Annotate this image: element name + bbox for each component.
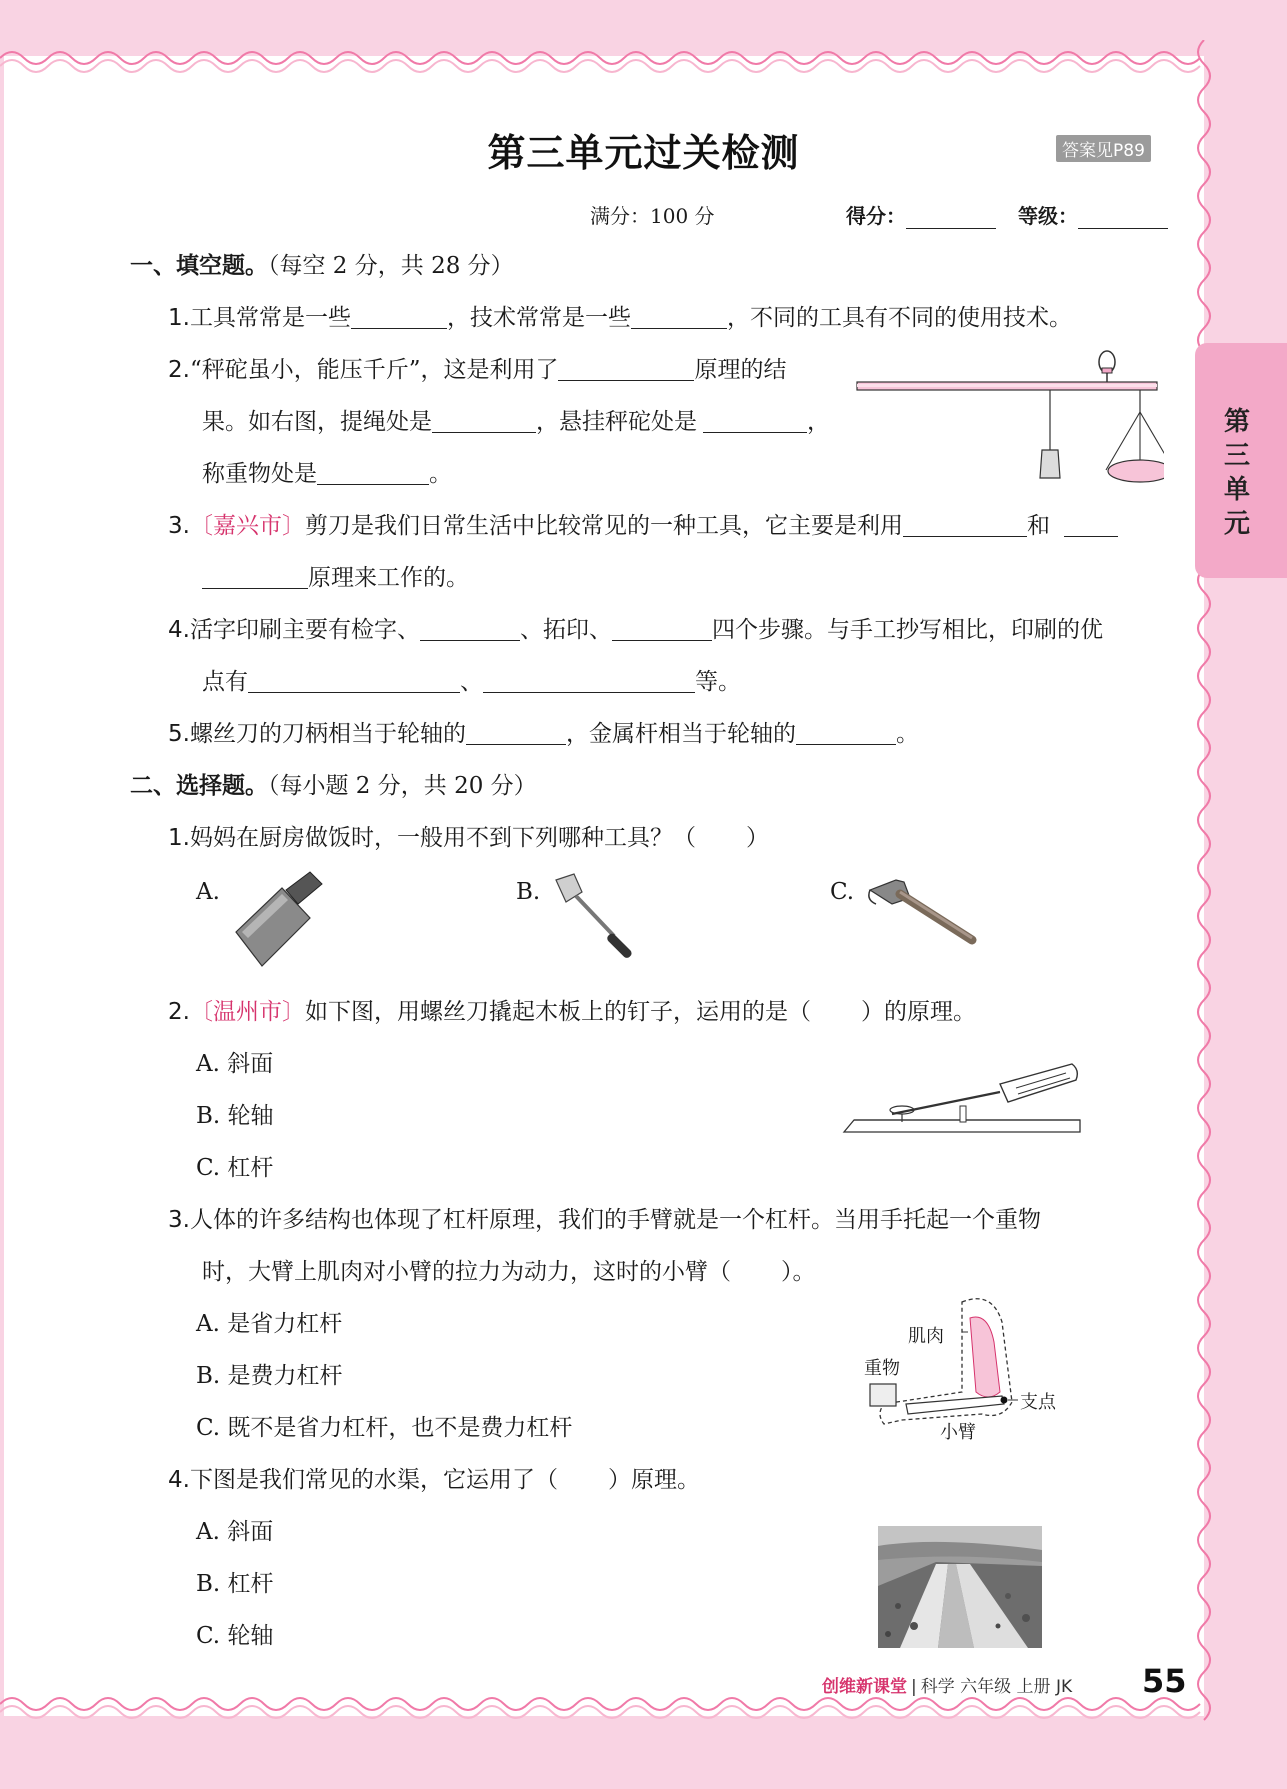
score-blank[interactable] <box>906 208 996 229</box>
question-text: ，金属杆相当于轮轴的 <box>565 721 796 747</box>
footer-book-info: 科学 六年级 上册 JK <box>920 1677 1073 1697</box>
section2-heading <box>130 770 537 802</box>
question-text: 。 <box>895 721 919 747</box>
spatula-image <box>552 872 652 968</box>
answer-blank[interactable] <box>432 406 536 433</box>
page-number: 55 <box>1142 1662 1187 1700</box>
answer-blank[interactable] <box>248 666 460 693</box>
question-text: 果。如右图，提绳处是 <box>202 409 432 435</box>
question-text: 活字印刷主要有检字、 <box>189 617 420 643</box>
question-number: 2. <box>168 357 190 383</box>
s2-q1-option-a[interactable]: A. <box>196 879 220 905</box>
question-text: ）的原理。 <box>860 999 976 1025</box>
s2-q4-option-c[interactable]: C. 轮轴 <box>196 1623 274 1649</box>
question-text: ） <box>745 825 769 851</box>
question-text: 和 <box>1026 513 1050 539</box>
s1-question-5 <box>168 718 919 750</box>
question-number: 3. <box>168 1207 190 1233</box>
s2-q4-option-a[interactable]: A. 斜面 <box>196 1519 274 1545</box>
question-text: 、拓印、 <box>519 617 612 643</box>
question-number: 1. <box>168 825 190 851</box>
section2-title: 二、选择题。 <box>130 773 268 799</box>
label-weight: 重物 <box>864 1358 900 1379</box>
answer-blank[interactable] <box>558 354 694 381</box>
s2-question-3-line1 <box>168 1204 1041 1236</box>
s2-question-1 <box>168 822 769 854</box>
answer-blank[interactable] <box>351 302 447 329</box>
answer-blank[interactable] <box>796 718 896 745</box>
screwdriver-prying-nail-illustration <box>840 1060 1086 1140</box>
s2-q3-option-b[interactable]: B. 是费力杠杆 <box>196 1363 343 1389</box>
question-text: ，技术常常是一些 <box>446 305 631 331</box>
answer-blank[interactable] <box>420 614 520 641</box>
full-score-label: 满分：100 分 <box>590 204 715 228</box>
cleaver-knife-image <box>234 870 326 970</box>
question-text: 下图是我们常见的水渠，它运用了（ <box>189 1467 558 1493</box>
answer-blank[interactable] <box>317 458 429 485</box>
s1-question-4-line2 <box>202 666 741 698</box>
s2-q1-option-b[interactable]: B. <box>516 879 541 905</box>
footer-brand: 创维新课堂 | 科学 六年级 上册 JK <box>822 1677 1073 1697</box>
grade-label: 等级： <box>1018 204 1078 228</box>
question-text: 。 <box>429 461 452 487</box>
question-number: 1. <box>168 305 190 331</box>
s2-q4-option-b[interactable]: B. 杠杆 <box>196 1571 274 1597</box>
score-field[interactable] <box>846 200 996 229</box>
s1-question-3-line1 <box>168 510 1118 542</box>
question-text: 螺丝刀的刀柄相当于轮轴的 <box>189 721 466 747</box>
question-number: 2. <box>168 999 190 1025</box>
wavy-border-bottom <box>0 1690 1287 1730</box>
answer-blank[interactable] <box>466 718 566 745</box>
answer-blank[interactable] <box>483 666 695 693</box>
s2-q2-option-a[interactable]: A. 斜面 <box>196 1051 274 1077</box>
question-text: 如下图，用螺丝刀撬起木板上的钉子，运用的是（ <box>304 999 811 1025</box>
answer-blank[interactable] <box>202 562 308 589</box>
section1-heading <box>130 250 514 282</box>
s1-question-2-line2 <box>202 406 830 438</box>
label-fulcrum: 支点 <box>1020 1392 1056 1413</box>
answer-blank[interactable] <box>1064 510 1118 537</box>
footer-brand-name: 创维新课堂 <box>822 1677 907 1697</box>
s2-q1-option-c[interactable]: C. <box>830 879 855 905</box>
water-canal-photo <box>878 1526 1042 1648</box>
question-text: 原理的结 <box>694 357 787 383</box>
s2-question-3-line2 <box>202 1256 816 1288</box>
label-muscle: 肌肉 <box>908 1326 944 1347</box>
question-text: “秤砣虽小，能压千斤”，这是利用了 <box>189 357 559 383</box>
s1-question-1 <box>168 302 1072 334</box>
hammer-image <box>866 874 978 946</box>
s2-question-2 <box>168 996 976 1028</box>
question-number: 5. <box>168 721 190 747</box>
grade-blank[interactable] <box>1078 208 1168 229</box>
section1-note: （每空 2 分，共 28 分） <box>268 253 514 279</box>
question-text: 妈妈在厨房做饭时，一般用不到下列哪种工具？（ <box>189 825 696 851</box>
question-text: 工具常常是一些 <box>189 305 351 331</box>
grade-field[interactable] <box>1018 200 1168 229</box>
steelyard-balance-illustration <box>852 340 1164 490</box>
answer-blank[interactable] <box>631 302 727 329</box>
answer-reference-badge: 答案见P89 <box>1056 135 1151 162</box>
label-forearm: 小臂 <box>940 1422 976 1443</box>
s1-question-2-line1 <box>168 354 786 386</box>
unit-side-tab <box>1195 343 1287 578</box>
question-text: 四个步骤。与手工抄写相比，印刷的优 <box>711 617 1103 643</box>
question-text: ，不同的工具有不同的使用技术。 <box>726 305 1072 331</box>
question-text: ， <box>807 409 830 435</box>
question-number: 4. <box>168 1467 190 1493</box>
question-text: 人体的许多结构也体现了杠杆原理，我们的手臂就是一个杠杆。当用手托起一个重物 <box>189 1207 1041 1233</box>
s2-q3-option-c[interactable]: C. 既不是省力杠杆，也不是费力杠杆 <box>196 1415 573 1441</box>
question-text: ）原理。 <box>607 1467 700 1493</box>
answer-blank[interactable] <box>612 614 712 641</box>
question-text: 剪刀是我们日常生活中比较常见的一种工具，它主要是利用 <box>304 513 903 539</box>
question-text: 点有 <box>202 669 248 695</box>
unit-side-tab-label: 第三单元 <box>1223 407 1250 539</box>
question-text: 原理来工作的。 <box>308 565 469 591</box>
score-label: 得分： <box>846 204 906 228</box>
answer-blank[interactable] <box>903 510 1027 537</box>
section2-note: （每小题 2 分，共 20 分） <box>268 773 537 799</box>
s1-question-3-line2 <box>202 562 469 594</box>
question-number: 3. <box>168 513 190 539</box>
question-text: ，悬挂秤砣处是 <box>536 409 697 435</box>
region-tag: 〔嘉兴市〕 <box>189 513 305 539</box>
question-number: 4. <box>168 617 190 643</box>
page-title: 第三单元过关检测 <box>487 131 800 175</box>
region-tag: 〔温州市〕 <box>189 999 305 1025</box>
question-text: 等。 <box>695 669 741 695</box>
s2-question-4 <box>168 1464 700 1496</box>
section1-title: 一、填空题。 <box>130 253 268 279</box>
s2-q3-option-a[interactable]: A. 是省力杠杆 <box>196 1311 343 1337</box>
question-text: 称重物处是 <box>202 461 317 487</box>
question-text: ）。 <box>781 1259 816 1285</box>
s1-question-2-line3 <box>202 458 452 490</box>
wavy-border-top <box>0 40 1287 80</box>
s1-question-4-line1 <box>168 614 1103 646</box>
s2-q2-option-c[interactable]: C. 杠杆 <box>196 1155 274 1181</box>
question-text: 时，大臂上肌肉对小臂的拉力为动力，这时的小臂（ <box>202 1259 731 1285</box>
wavy-border-right <box>1188 40 1228 1730</box>
question-text: 、 <box>460 669 483 695</box>
s2-q2-option-b[interactable]: B. 轮轴 <box>196 1103 274 1129</box>
answer-blank[interactable] <box>703 406 807 433</box>
